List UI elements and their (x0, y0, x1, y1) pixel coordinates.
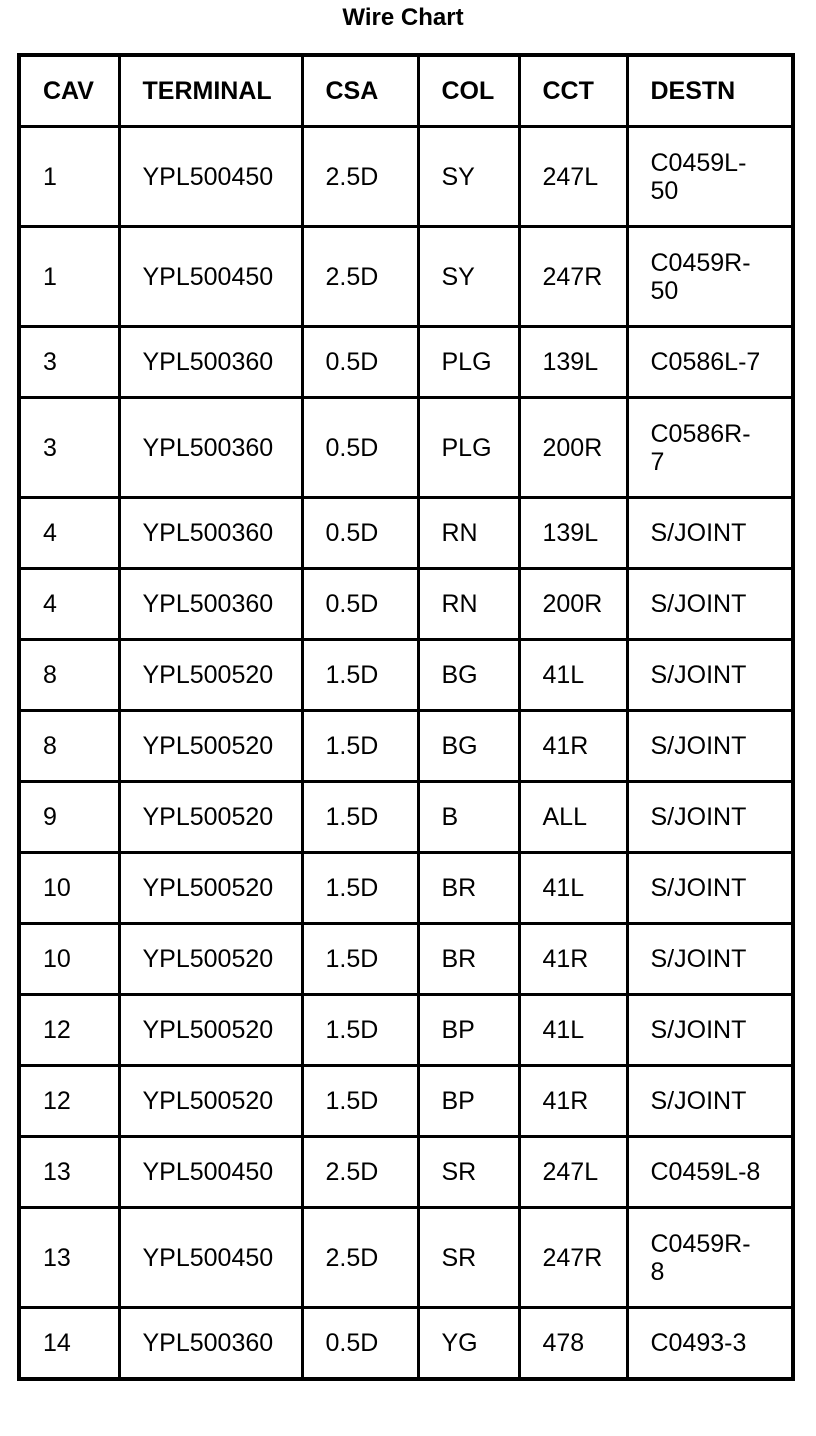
table-row (19, 1208, 793, 1308)
cell-cct: 41L (519, 640, 627, 711)
cell-cav: 8 (19, 711, 119, 782)
cell-col: BG (418, 640, 519, 711)
cell-destn: C0459L- 50 (627, 127, 793, 227)
table-row (19, 127, 793, 227)
cell-destn: S/JOINT (627, 569, 793, 640)
cell-csa: 2.5D (302, 127, 418, 227)
cell-cct: 41R (519, 1066, 627, 1137)
header-destn: DESTN (627, 55, 793, 127)
cell-cct: 139L (519, 327, 627, 398)
table-row (19, 327, 793, 398)
cell-destn: C0459L-8 (627, 1137, 793, 1208)
table-row (19, 398, 793, 498)
cell-csa: 2.5D (302, 1137, 418, 1208)
cell-col: BR (418, 924, 519, 995)
header-csa: CSA (302, 55, 418, 127)
cell-destn: S/JOINT (627, 1066, 793, 1137)
table-row (19, 924, 793, 995)
table-row (19, 569, 793, 640)
cell-col: RN (418, 498, 519, 569)
cell-cct: 247R (519, 227, 627, 327)
cell-terminal: YPL500520 (119, 640, 302, 711)
cell-col: B (418, 782, 519, 853)
cell-cct: 200R (519, 569, 627, 640)
table-row (19, 1308, 793, 1380)
cell-col: BP (418, 1066, 519, 1137)
cell-destn: C0586L-7 (627, 327, 793, 398)
cell-cct: ALL (519, 782, 627, 853)
cell-terminal: YPL500450 (119, 227, 302, 327)
cell-destn: S/JOINT (627, 782, 793, 853)
cell-destn: C0459R- 8 (627, 1208, 793, 1308)
cell-cct: 41L (519, 995, 627, 1066)
cell-csa: 0.5D (302, 398, 418, 498)
table-row (19, 853, 793, 924)
cell-csa: 1.5D (302, 1066, 418, 1137)
cell-cav: 4 (19, 498, 119, 569)
cell-terminal: YPL500360 (119, 398, 302, 498)
cell-col: BP (418, 995, 519, 1066)
cell-csa: 1.5D (302, 640, 418, 711)
cell-csa: 1.5D (302, 853, 418, 924)
header-row (19, 55, 793, 127)
cell-col: PLG (418, 327, 519, 398)
table-row (19, 782, 793, 853)
cell-cct: 478 (519, 1308, 627, 1380)
header-terminal: TERMINAL (119, 55, 302, 127)
cell-col: YG (418, 1308, 519, 1380)
table-row (19, 640, 793, 711)
cell-terminal: YPL500520 (119, 1066, 302, 1137)
cell-cav: 3 (19, 398, 119, 498)
cell-cct: 247L (519, 1137, 627, 1208)
table-row (19, 1066, 793, 1137)
table-row (19, 1137, 793, 1208)
cell-cav: 10 (19, 853, 119, 924)
cell-terminal: YPL500450 (119, 1208, 302, 1308)
cell-cav: 1 (19, 127, 119, 227)
cell-cav: 12 (19, 1066, 119, 1137)
cell-terminal: YPL500520 (119, 711, 302, 782)
cell-destn: C0586R- 7 (627, 398, 793, 498)
cell-cav: 8 (19, 640, 119, 711)
cell-terminal: YPL500360 (119, 1308, 302, 1380)
cell-terminal: YPL500520 (119, 995, 302, 1066)
cell-col: PLG (418, 398, 519, 498)
cell-destn: S/JOINT (627, 853, 793, 924)
table-row (19, 711, 793, 782)
cell-terminal: YPL500520 (119, 924, 302, 995)
cell-terminal: YPL500520 (119, 853, 302, 924)
header-col: COL (418, 55, 519, 127)
cell-destn: C0459R- 50 (627, 227, 793, 327)
cell-cav: 3 (19, 327, 119, 398)
cell-cav: 13 (19, 1208, 119, 1308)
table-row (19, 498, 793, 569)
cell-terminal: YPL500520 (119, 782, 302, 853)
cell-destn: S/JOINT (627, 498, 793, 569)
cell-terminal: YPL500360 (119, 569, 302, 640)
cell-csa: 0.5D (302, 1308, 418, 1380)
cell-csa: 2.5D (302, 227, 418, 327)
cell-csa: 2.5D (302, 1208, 418, 1308)
cell-cav: 4 (19, 569, 119, 640)
header-cct: CCT (519, 55, 627, 127)
cell-col: SY (418, 227, 519, 327)
cell-cct: 41R (519, 924, 627, 995)
cell-destn: S/JOINT (627, 711, 793, 782)
page-title: Wire Chart (342, 4, 464, 31)
cell-terminal: YPL500450 (119, 127, 302, 227)
cell-terminal: YPL500450 (119, 1137, 302, 1208)
cell-cct: 41L (519, 853, 627, 924)
cell-cct: 200R (519, 398, 627, 498)
cell-cav: 1 (19, 227, 119, 327)
cell-col: SY (418, 127, 519, 227)
cell-cct: 247L (519, 127, 627, 227)
table-row (19, 227, 793, 327)
cell-terminal: YPL500360 (119, 327, 302, 398)
wire-chart-table (17, 53, 795, 1381)
cell-terminal: YPL500360 (119, 498, 302, 569)
cell-cav: 10 (19, 924, 119, 995)
cell-destn: S/JOINT (627, 640, 793, 711)
cell-col: BG (418, 711, 519, 782)
cell-csa: 0.5D (302, 498, 418, 569)
cell-cav: 9 (19, 782, 119, 853)
cell-col: RN (418, 569, 519, 640)
cell-csa: 0.5D (302, 327, 418, 398)
cell-csa: 1.5D (302, 995, 418, 1066)
cell-cct: 247R (519, 1208, 627, 1308)
cell-cav: 14 (19, 1308, 119, 1380)
cell-destn: S/JOINT (627, 924, 793, 995)
cell-destn: S/JOINT (627, 995, 793, 1066)
header-cav: CAV (19, 55, 119, 127)
cell-destn: C0493-3 (627, 1308, 793, 1380)
table-row (19, 995, 793, 1066)
cell-cct: 139L (519, 498, 627, 569)
cell-csa: 1.5D (302, 924, 418, 995)
cell-cav: 13 (19, 1137, 119, 1208)
cell-cct: 41R (519, 711, 627, 782)
cell-col: SR (418, 1208, 519, 1308)
cell-col: BR (418, 853, 519, 924)
cell-csa: 1.5D (302, 711, 418, 782)
cell-col: SR (418, 1137, 519, 1208)
cell-csa: 1.5D (302, 782, 418, 853)
cell-csa: 0.5D (302, 569, 418, 640)
cell-cav: 12 (19, 995, 119, 1066)
